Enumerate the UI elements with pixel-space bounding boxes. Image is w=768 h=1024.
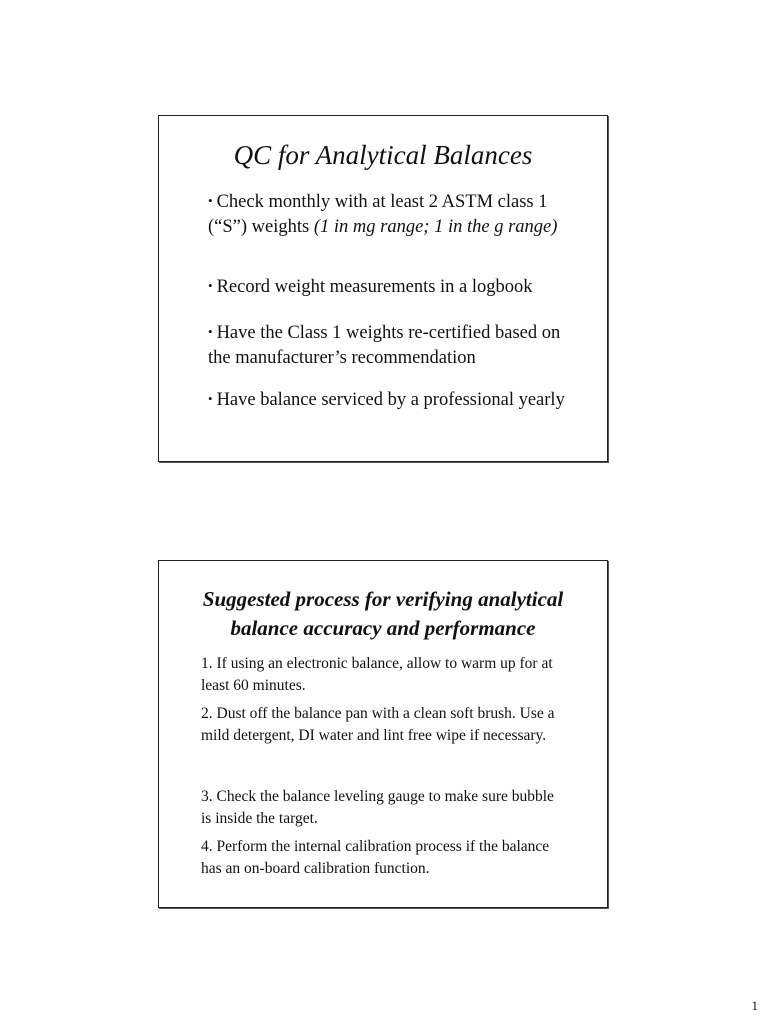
bullet-text: Have the Class 1 weights re-certified based on the manufacturer’s recommendation bbox=[208, 323, 561, 368]
bullet-icon: • bbox=[208, 324, 213, 339]
process-step: 1. If using an electronic balance, allow to warm up for at least 60 minutes. bbox=[201, 655, 553, 694]
bullet-text: Check monthly with at least 2 ASTM class 1 (“S”) weights bbox=[208, 192, 548, 237]
bullet-italic-text: (1 in mg range; 1 in the g range) bbox=[313, 217, 558, 237]
process-step: 3. Check the balance leveling gauge to make sure bubble is inside the target. bbox=[201, 788, 554, 827]
bullet-icon: • bbox=[208, 278, 213, 293]
page-number: 1 bbox=[751, 998, 758, 1013]
process-step: 2. Dust off the balance pan with a clean soft brush. Use a mild detergent, DI water and lint free wipe if necessary. bbox=[201, 705, 555, 744]
bullet-item bbox=[208, 190, 578, 240]
bullet-item bbox=[208, 321, 578, 371]
process-step: 4. Perform the internal calibration process if the balance has an on-board calibration function. bbox=[201, 838, 550, 877]
slide-qc-analytical-balances bbox=[158, 115, 608, 462]
bullet-text: Record weight measurements in a logbook bbox=[216, 277, 533, 297]
bullet-icon: • bbox=[208, 193, 213, 208]
bullet-item bbox=[208, 388, 578, 413]
slide-verification-process bbox=[158, 560, 608, 908]
slide-title: QC for Analytical Balances bbox=[233, 140, 533, 170]
slide-title: Suggested process for verifying analytical balance accuracy and performance bbox=[202, 587, 564, 640]
bullet-text: Have balance serviced by a professional yearly bbox=[216, 390, 565, 410]
bullet-icon: • bbox=[208, 391, 213, 406]
bullet-item bbox=[208, 275, 578, 300]
